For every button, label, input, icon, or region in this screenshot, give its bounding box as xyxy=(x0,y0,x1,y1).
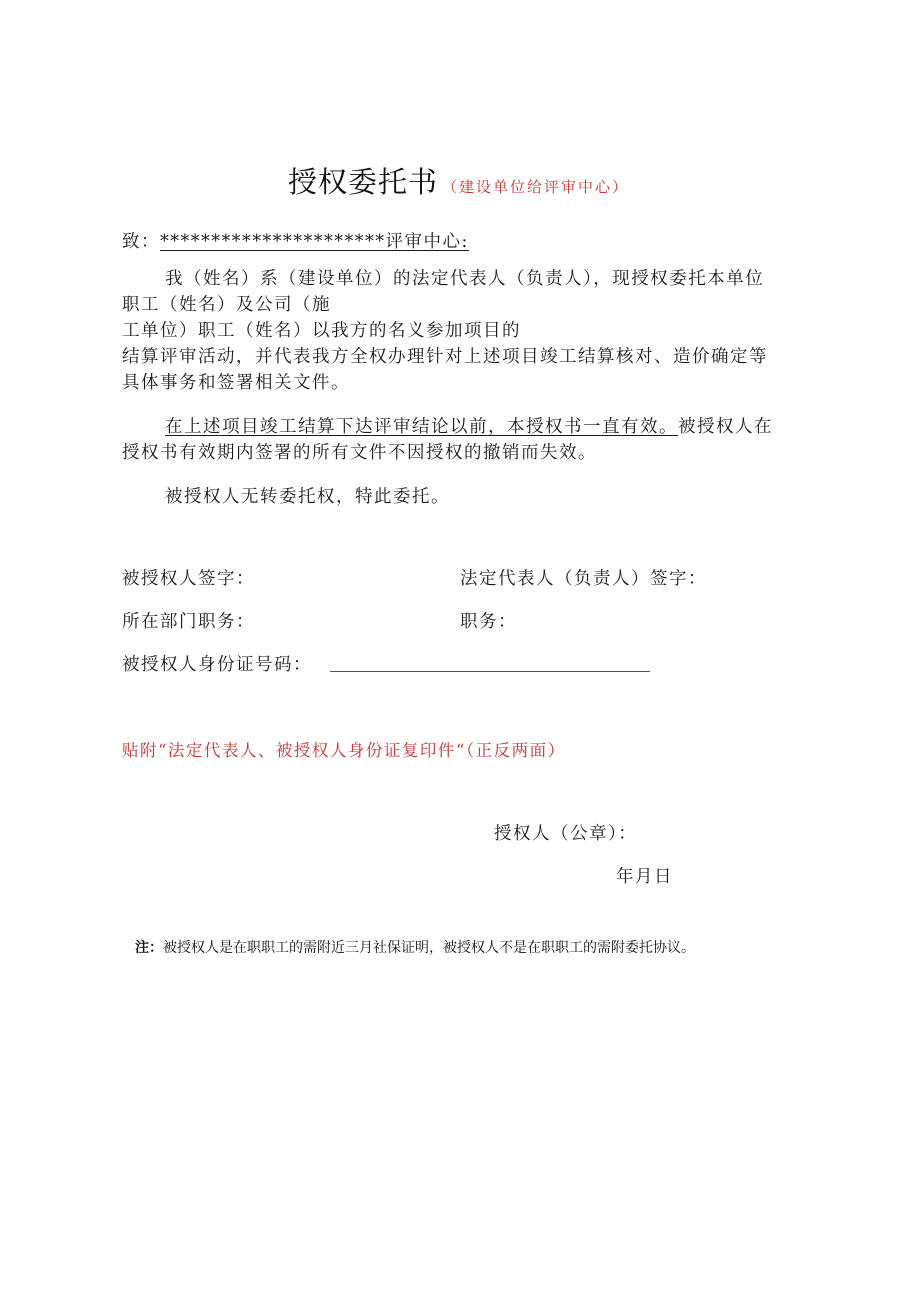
recipient-line xyxy=(122,229,469,255)
para1-line5: 具体事务和签署相关文件。 xyxy=(122,373,350,393)
para1-line2: 职工（姓名）及公司（施 xyxy=(122,295,331,315)
document-title xyxy=(288,160,629,201)
agent-signature-label: 被授权人签字： xyxy=(122,569,255,589)
footnote-label: 注： xyxy=(135,940,163,956)
paragraph-validity xyxy=(122,414,822,466)
recipient-name: **********************评审中心: xyxy=(160,232,469,252)
para1-line1: 我（姓名）系（建设单位）的法定代表人（负责人），现授权委托本单位 xyxy=(165,269,765,289)
para2-line2: 授权书有效期内签署的所有文件不因授权的撤销而失效。 xyxy=(122,443,597,463)
attachment-note: 贴附“法定代表人、被授权人身份证复印件“（正反两面） xyxy=(122,741,566,760)
legal-rep-signature-label: 法定代表人（负责人）签字： xyxy=(460,569,707,589)
recipient-prefix: 致： xyxy=(122,232,160,252)
para1-line3: 工单位）职工（姓名）以我方的名义参加项目的 xyxy=(122,321,521,341)
paragraph-authorization xyxy=(122,266,822,396)
title-note: （建设单位给评审中心） xyxy=(442,178,630,196)
footnote-text: 被授权人是在职职工的需附近三月社保证明，被授权人不是在职职工的需附委托协议。 xyxy=(163,940,695,956)
paragraph-no-subdelegation: 被授权人无转委托权，特此委托。 xyxy=(165,487,450,507)
validity-underlined: 在上述项目竣工结算下达评审结论以前，本授权书一直有效。 xyxy=(165,417,678,437)
validity-rest: 被授权人在 xyxy=(678,417,773,437)
position-label: 职务： xyxy=(460,612,517,632)
grantor-seal-label: 授权人（公章）： xyxy=(494,824,638,844)
department-position-label: 所在部门职务： xyxy=(122,612,255,632)
agent-id-label: 被授权人身份证号码： xyxy=(122,655,312,675)
para1-line4: 结算评审活动，并代表我方全权办理针对上述项目竣工结算核对、造价确定等 xyxy=(122,347,768,367)
footnote xyxy=(135,937,695,957)
date-line: 年月日 xyxy=(616,867,673,887)
agent-id-blank-line xyxy=(330,671,650,672)
title-main: 授权委托书 xyxy=(288,165,439,199)
